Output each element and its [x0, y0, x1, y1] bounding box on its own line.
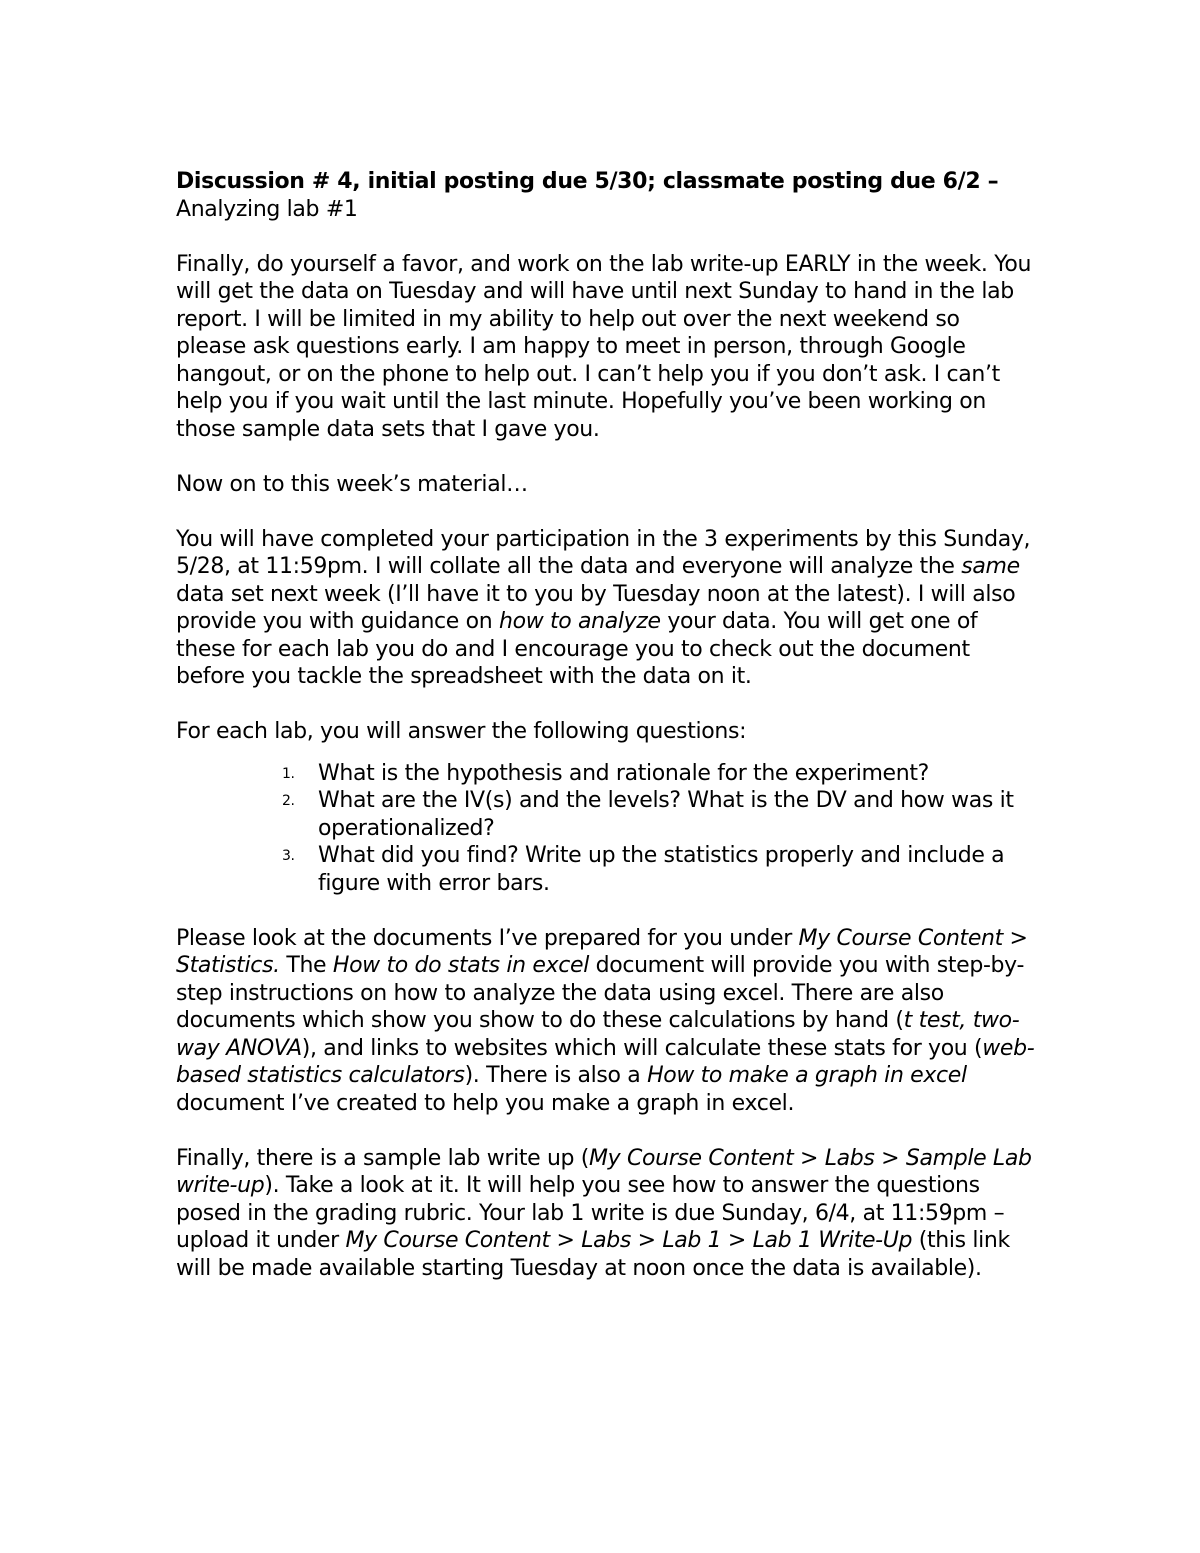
italic-run: How to do stats in excel — [332, 953, 589, 978]
list-item-text: What is the hypothesis and rationale for the experiment? — [318, 760, 929, 786]
paragraph-transition: Now on to this week’s material… — [176, 471, 528, 497]
questions-list — [176, 760, 1036, 898]
text-run: ). Take a look at it. It will help you see how to answer the questions posed in the grading rubric. Your lab 1 write is due Sunday, 6/4, at 11:59pm – upload it under — [176, 1173, 1005, 1253]
list-number: 3. — [282, 848, 295, 864]
paragraph-statistics-docs — [176, 925, 1036, 1118]
text-run: (this link will be made available starting Tuesday at noon once the data is available). — [176, 1228, 1010, 1281]
document-heading — [176, 168, 1036, 223]
heading-subtitle: Analyzing lab #1 — [176, 196, 358, 222]
list-item-text: What are the IV(s) and the levels? What is the DV and how was it operationalized? — [318, 788, 1014, 841]
italic-run: My Course Content > Labs > Lab 1 > Lab 1 Write-Up — [345, 1228, 913, 1253]
text-run: document will provide you with step-by-step instructions on how to analyze the data using excel. There are also documents which show you show to do these calculations by hand ( — [176, 953, 1025, 1033]
text-run: data set next week (I’ll have it to you by Tuesday noon at the latest). I will also provide you with guidance on — [176, 581, 1016, 634]
text-run: You will have completed your participation in the 3 experiments by this Sunday, 5/28, at 11:59pm. I will collate all the data and everyone will analyze the — [176, 526, 1031, 579]
italic-run: same — [961, 554, 1020, 579]
italic-run: how to analyze — [498, 609, 661, 634]
paragraph-experiments — [176, 526, 1036, 691]
italic-run: My Course Content > Labs > Sample Lab write-up — [176, 1145, 1032, 1198]
list-item — [176, 760, 1036, 788]
list-number: 1. — [282, 765, 295, 782]
list-item — [176, 842, 1036, 897]
heading-bold-text: Discussion # 4, initial posting due 5/30; classmate posting due 6/2 – — [176, 169, 999, 194]
italic-run: web-based statistics calculators — [176, 1035, 1035, 1088]
list-item — [176, 787, 1036, 842]
paragraph-sample-lab — [176, 1145, 1036, 1283]
paragraph-intro: Finally, do yourself a favor, and work on the lab write-up EARLY in the week. You will get the data on Tuesday and will have until next Sunday to hand in the lab report. I will be limited in my ability to help out over the next weekend so please ask questions early. I am happy to meet in person, through Google hangout, or on the phone to help out. I can’t help you if you don’t ask. I can’t help you if you wait until the last minute. Hopefully you’ve been working on those sample data sets that I gave you. — [176, 251, 1032, 442]
text-run: The — [279, 953, 333, 978]
text-run: your data. You will get one of these for each lab you do and I encourage you to check out the document before you tackle the spreadsheet with the data on it. — [176, 609, 978, 689]
text-run: Finally, there is a sample lab write up ( — [176, 1145, 590, 1171]
italic-run: My Course Content > Statistics. — [176, 925, 1028, 978]
italic-run: How to make a graph in excel — [647, 1063, 967, 1088]
text-run: ). There is also a — [464, 1063, 648, 1088]
list-item-text: What did you find? Write up the statistics properly and include a figure with error bars. — [318, 843, 1005, 896]
document-page — [176, 168, 1036, 1310]
text-run: document I’ve created to help you make a graph in excel. — [176, 1090, 795, 1116]
italic-run: t test, two-way ANOVA — [176, 1008, 1020, 1061]
text-run: ), and links to websites which will calculate these stats for you ( — [301, 1035, 983, 1061]
text-run: Please look at the documents I’ve prepared for you under — [176, 925, 799, 951]
list-number: 2. — [282, 793, 295, 809]
paragraph-questions-intro: For each lab, you will answer the following questions: — [176, 719, 747, 744]
